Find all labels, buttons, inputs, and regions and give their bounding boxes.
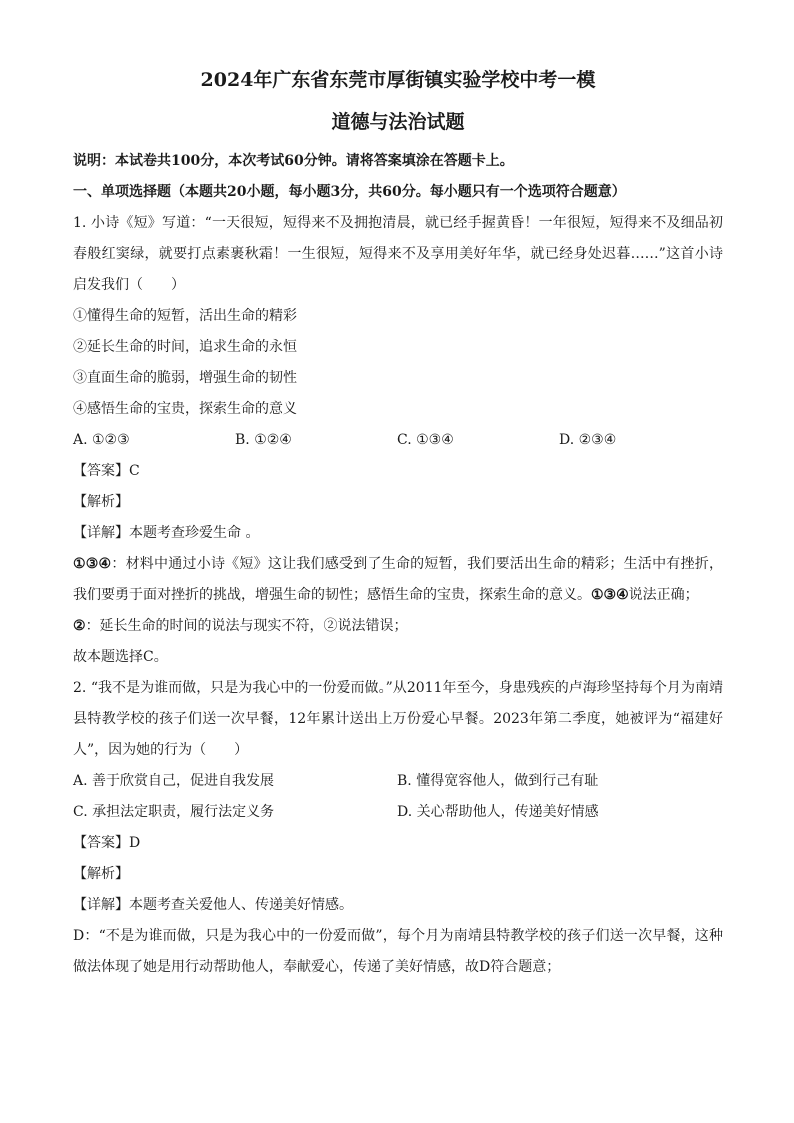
- question-2-options-row-1: [73, 766, 723, 797]
- analysis-tag: 【解析】: [73, 866, 129, 882]
- detail-tag: 【详解】: [73, 897, 129, 913]
- question-1-options: [73, 425, 723, 456]
- answer-tag: 【答案】: [73, 835, 129, 851]
- explanation-1-text: ：材料中通过小诗《短》这让我们感受到了生命的短暂，我们要活出生命的精彩；生活中有挫折，我们要勇于面对挫折的挑战，增强生命的韧性；感悟生命的宝贵，探索生命的意义。: [73, 556, 723, 603]
- detail-text: 本题考查珍爱生命 。: [129, 525, 260, 541]
- explanation-1-mark: ①③④: [73, 556, 112, 572]
- option-d: D. 关心帮助他人，传递美好情感: [397, 804, 599, 820]
- option-c: C. ①③④: [397, 432, 454, 448]
- explanation-1-mark-2: ①③④: [591, 587, 629, 603]
- instructions: 说明：本试卷共100分，本次考试60分钟。请将答案填涂在答题卡上。: [73, 153, 514, 169]
- option-b: B. ①②④: [235, 432, 292, 448]
- option-a: A. 善于欣赏自己，促进自我发展: [73, 773, 275, 789]
- detail-line: [73, 890, 723, 921]
- statement-1: ①懂得生命的短暂，活出生命的精彩: [73, 308, 297, 324]
- detail-line: [73, 518, 723, 549]
- option-b: B. 懂得宽容他人，做到行己有耻: [397, 773, 599, 789]
- statement-3: ③直面生命的脆弱，增强生命的韧性: [73, 370, 297, 386]
- answer-line: [73, 456, 723, 487]
- exam-title: 2024年广东省东莞市厚街镇实验学校中考一模: [200, 69, 596, 91]
- explanation-2-mark: ②: [73, 618, 86, 634]
- document-page: [73, 66, 723, 983]
- option-c: C. 承担法定职责，履行法定义务: [73, 804, 275, 820]
- exam-subject-title: 道德与法治试题: [331, 111, 465, 133]
- explanation-2-text: ：延长生命的时间的说法与现实不符，②说法错误；: [85, 618, 408, 634]
- question-1: [73, 208, 723, 673]
- question-2-options-row-2: [73, 797, 723, 828]
- analysis-tag: 【解析】: [73, 494, 129, 510]
- option-a: A. ①②③: [73, 432, 130, 448]
- explanation-1: [73, 549, 723, 611]
- detail-tag: 【详解】: [73, 525, 129, 541]
- question-2-stem: 2. “我不是为谁而做，只是为我心中的一份爱而做。”从2011年至今，身患残疾的卢海珍坚持每个月为南靖县特教学校的孩子们送一次早餐，12年累计送出上万份爱心早餐。2023年第二季度，她被评为“福建好人”，因为她的行为（ ）: [73, 680, 723, 758]
- conclusion: 故本题选择C。: [73, 649, 168, 665]
- answer-value: C: [129, 463, 140, 479]
- answer-value: D: [129, 835, 141, 851]
- question-1-stem: 1. 小诗《短》写道：“一天很短，短得来不及拥抱清晨，就已经手握黄昏！一年很短，短得来不及细品初春般红窦绿，就要打点素裹秋霜！一生很短，短得来不及享用美好年华，就已经身处迟暮……”这首小诗启发我们（ ）: [73, 215, 723, 293]
- statement-4: ④感悟生命的宝贵，探索生命的意义: [73, 401, 297, 417]
- section-heading: 一、单项选择题（本题共20小题，每小题3分，共60分。每小题只有一个选项符合题意）: [73, 184, 626, 200]
- option-d: D. ②③④: [559, 432, 617, 448]
- explanation-1-tail: 说法正确；: [628, 587, 699, 603]
- answer-line: [73, 828, 723, 859]
- explanation-d: D：“不是为谁而做，只是为我心中的一份爱而做”，每个月为南靖县特教学校的孩子们送一次早餐，这种做法体现了她是用行动帮助他人，奉献爱心，传递了美好情感，故D符合题意；: [73, 928, 723, 975]
- question-2: [73, 673, 723, 983]
- answer-tag: 【答案】: [73, 463, 129, 479]
- statement-2: ②延长生命的时间，追求生命的永恒: [73, 339, 297, 355]
- explanation-2: [73, 611, 723, 642]
- detail-text: 本题考查关爱他人、传递美好情感。: [129, 897, 353, 913]
